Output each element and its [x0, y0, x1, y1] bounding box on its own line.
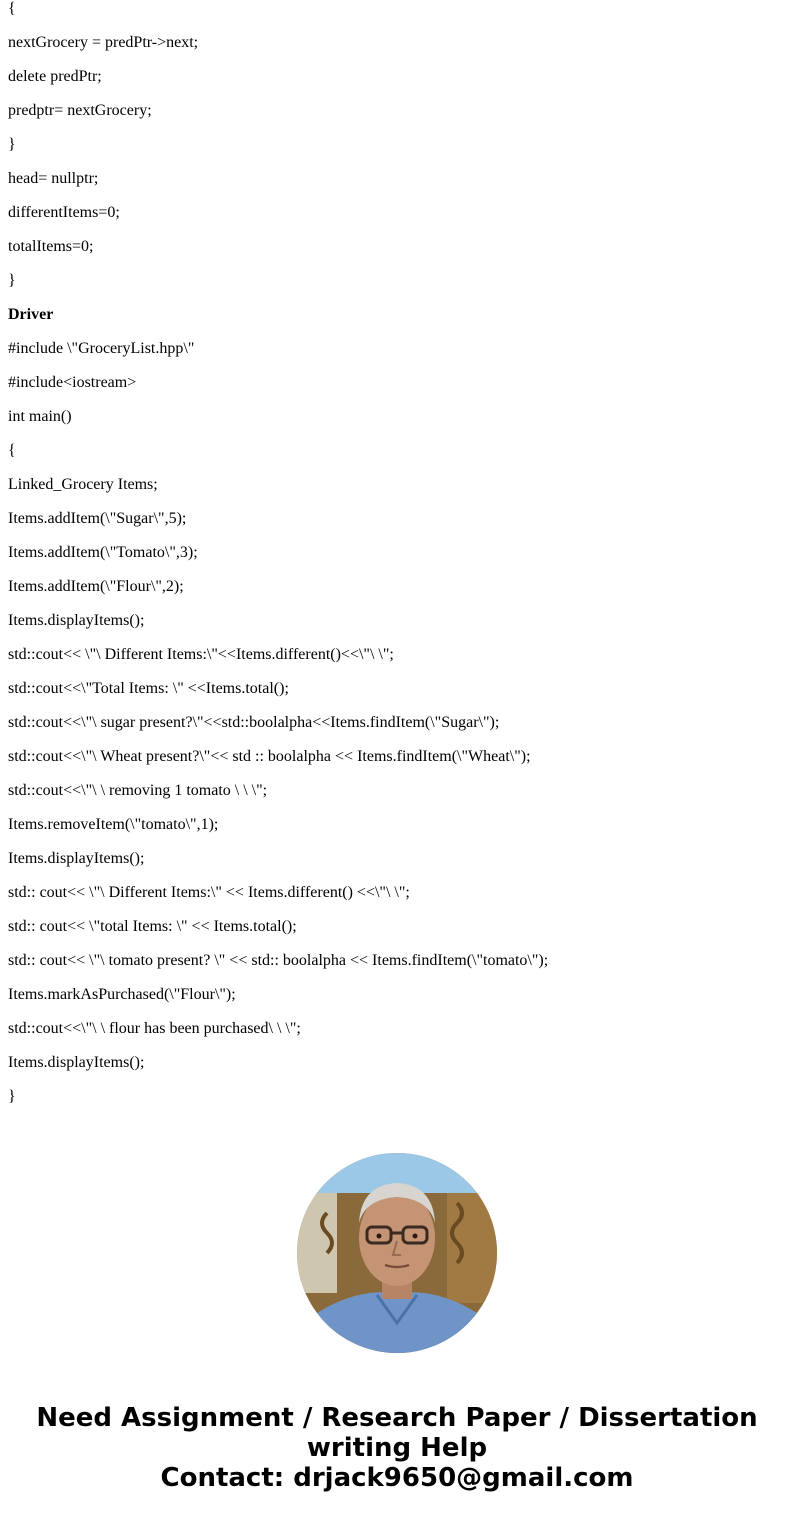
code-line: {	[8, 0, 16, 17]
author-avatar	[297, 1153, 497, 1353]
footer-line-1: Need Assignment / Research Paper / Dissertation	[36, 1403, 758, 1433]
code-line: Items.markAsPurchased(\"Flour\");	[8, 986, 236, 1003]
code-line: {	[8, 442, 16, 459]
code-line: }	[8, 1088, 16, 1105]
code-line: std::cout<<\"\ \ flour has been purchased\ \ \";	[8, 1020, 301, 1037]
code-line: Items.displayItems();	[8, 612, 145, 629]
code-line: Items.addItem(\"Flour\",2);	[8, 578, 184, 595]
code-line: predptr= nextGrocery;	[8, 102, 152, 119]
code-line: std::cout<<\"Total Items: \" <<Items.total();	[8, 680, 289, 697]
code-line: std::cout<<\"\ \ removing 1 tomato \ \ \";	[8, 782, 268, 799]
code-line: #include \"GroceryList.hpp\"	[8, 340, 195, 357]
contact-footer	[0, 1403, 794, 1493]
footer-line-2: writing Help	[306, 1433, 488, 1463]
code-line: std::cout<< \"\ Different Items:\"<<Items.different()<<\"\ \";	[8, 646, 394, 663]
code-line: delete predPtr;	[8, 68, 102, 85]
code-line: totalItems=0;	[8, 238, 94, 255]
code-line: Items.removeItem(\"tomato\",1);	[8, 816, 219, 833]
code-line: std:: cout<< \"total Items: \" << Items.total();	[8, 918, 297, 935]
code-line: std::cout<<\"\ Wheat present?\"<< std :: boolalpha << Items.findItem(\"Wheat\");	[8, 748, 531, 765]
footer-contact-line: Contact: drjack9650@gmail.com	[160, 1463, 634, 1493]
code-line: }	[8, 272, 16, 289]
code-line: Items.displayItems();	[8, 1054, 145, 1071]
code-line: differentItems=0;	[8, 204, 120, 221]
code-line: Items.addItem(\"Sugar\",5);	[8, 510, 187, 527]
code-line: std::cout<<\"\ sugar present?\"<<std::boolalpha<<Items.findItem(\"Sugar\");	[8, 714, 500, 731]
code-line: nextGrocery = predPtr->next;	[8, 34, 199, 51]
code-line: Items.displayItems();	[8, 850, 145, 867]
code-line: Linked_Grocery Items;	[8, 476, 158, 493]
code-line: }	[8, 136, 16, 153]
code-line: Items.addItem(\"Tomato\",3);	[8, 544, 198, 561]
code-line: std:: cout<< \"\ tomato present? \" << std:: boolalpha << Items.findItem(\"tomato\");	[8, 952, 549, 969]
person-photo-icon	[297, 1153, 497, 1353]
code-line: head= nullptr;	[8, 170, 99, 187]
code-line: int main()	[8, 408, 72, 425]
code-line: std:: cout<< \"\ Different Items:\" << Items.different() <<\"\ \";	[8, 884, 410, 901]
section-heading: Driver	[8, 306, 54, 323]
code-listing	[8, 0, 788, 1122]
code-line: #include<iostream>	[8, 374, 137, 391]
